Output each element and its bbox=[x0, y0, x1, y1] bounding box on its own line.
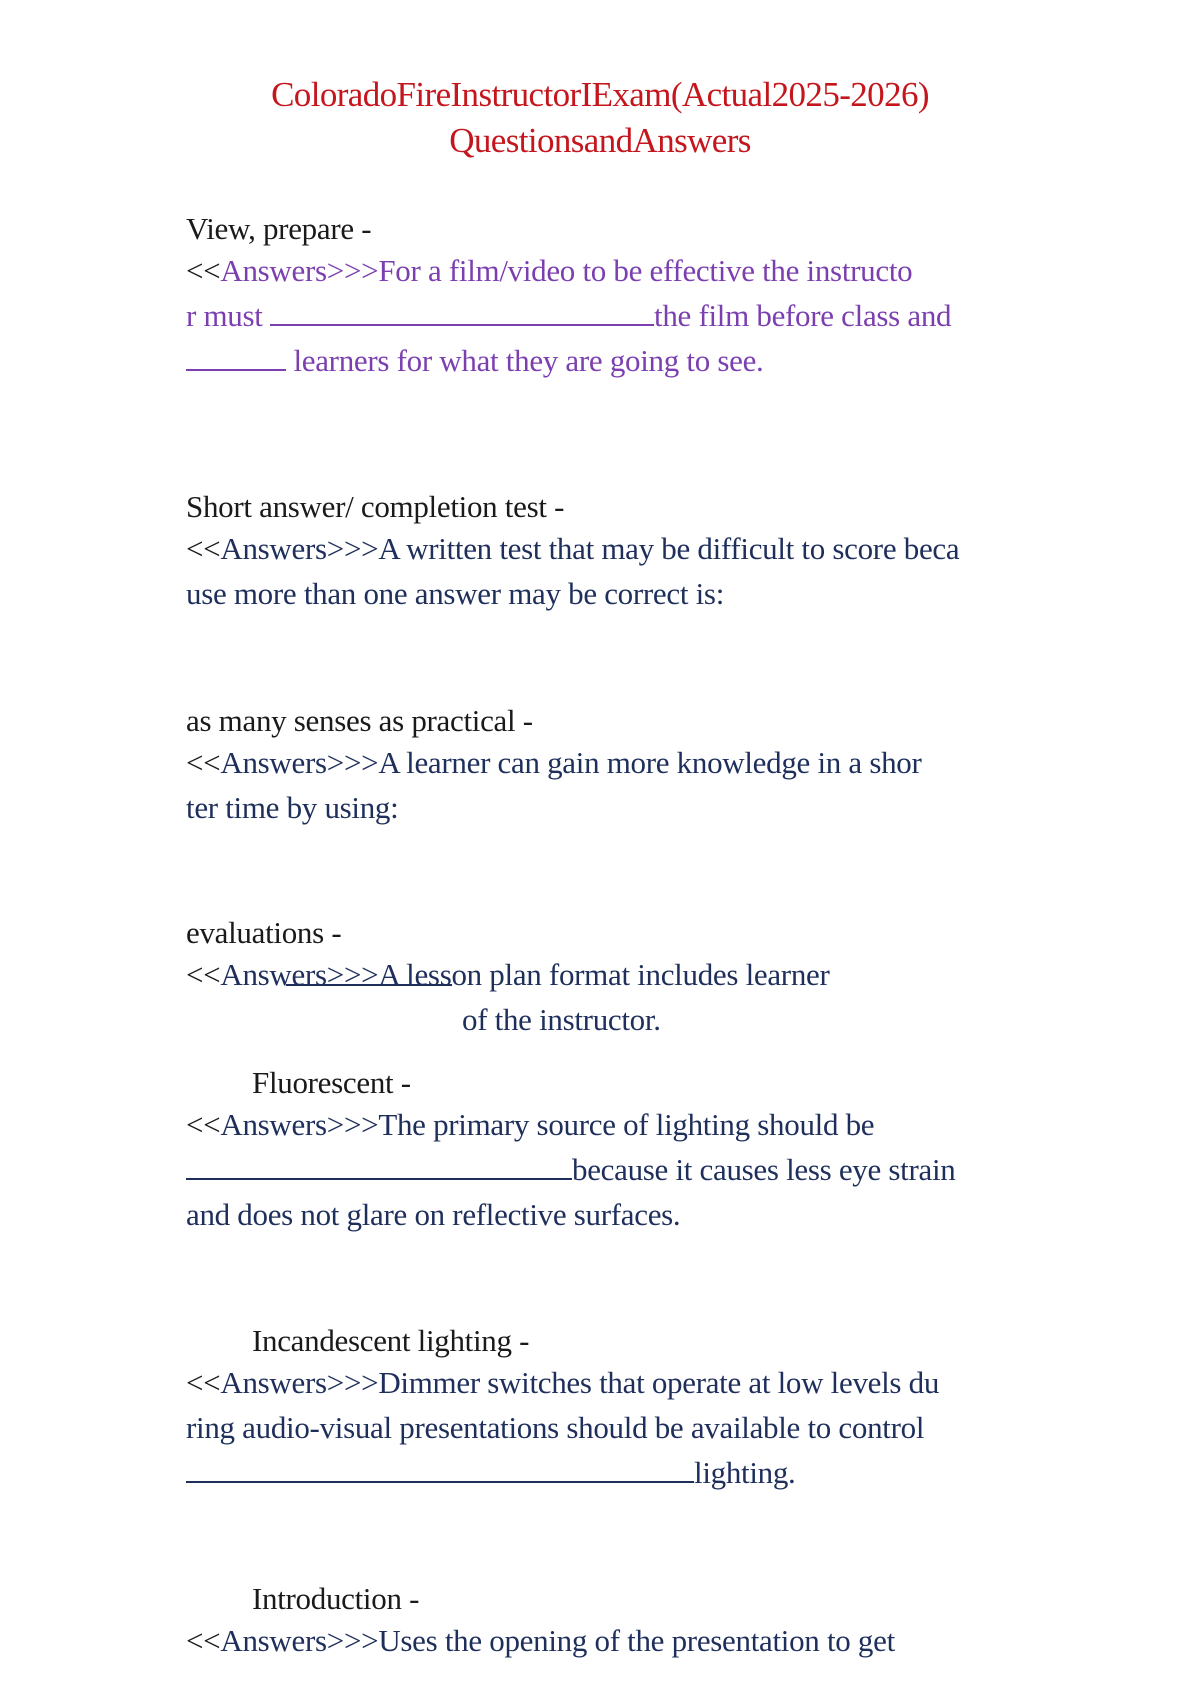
answer-block: <<Answers>>>The primary source of lighting should be because it causes less eye strain and does not glare on reflective surfaces. bbox=[186, 1107, 956, 1232]
question-term: Fluorescent - bbox=[252, 1065, 411, 1100]
question-term: Short answer/ completion test - bbox=[186, 489, 565, 524]
answer-block: <<Answers>>>A learner can gain more knowledge in a shor ter time by using: bbox=[186, 745, 922, 825]
answer-prefix: Answers bbox=[220, 1365, 327, 1400]
answer-block: <<Answers>>>For a film/video to be effective the instructo r must the film before class and learners for what they are going to see. bbox=[186, 253, 952, 378]
question-term: Incandescent lighting - bbox=[252, 1323, 530, 1358]
fill-blank bbox=[186, 1148, 572, 1180]
document-title bbox=[0, 72, 1200, 164]
answer-prefix: Answers bbox=[220, 531, 327, 566]
answer-block: <<Answers>>>Dimmer switches that operate at low levels du ring audio-visual presentations should be available to control lighting. bbox=[186, 1365, 940, 1490]
answer-text: A lesson plan format includes learner bbox=[378, 957, 830, 992]
question-term: evaluations - bbox=[186, 915, 342, 950]
answer-text: Uses the opening of the presentation to get bbox=[378, 1623, 895, 1658]
answer-block: <<Answers>>>A lesson plan format includes learner of the instructor. bbox=[186, 952, 830, 1042]
fill-blank bbox=[186, 1451, 694, 1483]
answer-text: The primary source of lighting should be bbox=[378, 1107, 875, 1142]
answer-prefix: Answers bbox=[220, 253, 327, 288]
answer-prefix: Answers bbox=[220, 957, 327, 992]
fill-blank bbox=[286, 954, 452, 986]
question-term: View, prepare - bbox=[186, 211, 372, 246]
question-term: Introduction - bbox=[252, 1581, 420, 1616]
fill-blank bbox=[186, 339, 286, 371]
question-term: as many senses as practical - bbox=[186, 703, 533, 738]
answer-block: <<Answers>>>A written test that may be difficult to score beca use more than one answer may be correct is: bbox=[186, 531, 960, 611]
answer-prefix: Answers bbox=[220, 1107, 327, 1142]
answer-text: A written test that may be difficult to score beca bbox=[378, 531, 960, 566]
answer-text: A learner can gain more knowledge in a shor bbox=[378, 745, 922, 780]
title-line-2: QuestionsandAnswers bbox=[449, 121, 751, 160]
answer-text: Dimmer switches that operate at low levels du bbox=[378, 1365, 940, 1400]
answer-block: <<Answers>>>Uses the opening of the presentation to get bbox=[186, 1623, 895, 1658]
title-line-1: ColoradoFireInstructorIExam(Actual2025-2026) bbox=[271, 75, 929, 114]
fill-blank bbox=[270, 294, 654, 326]
answer-text: For a film/video to be effective the instructo bbox=[378, 253, 913, 288]
answer-prefix: Answers bbox=[220, 1623, 327, 1658]
answer-prefix: Answers bbox=[220, 745, 327, 780]
